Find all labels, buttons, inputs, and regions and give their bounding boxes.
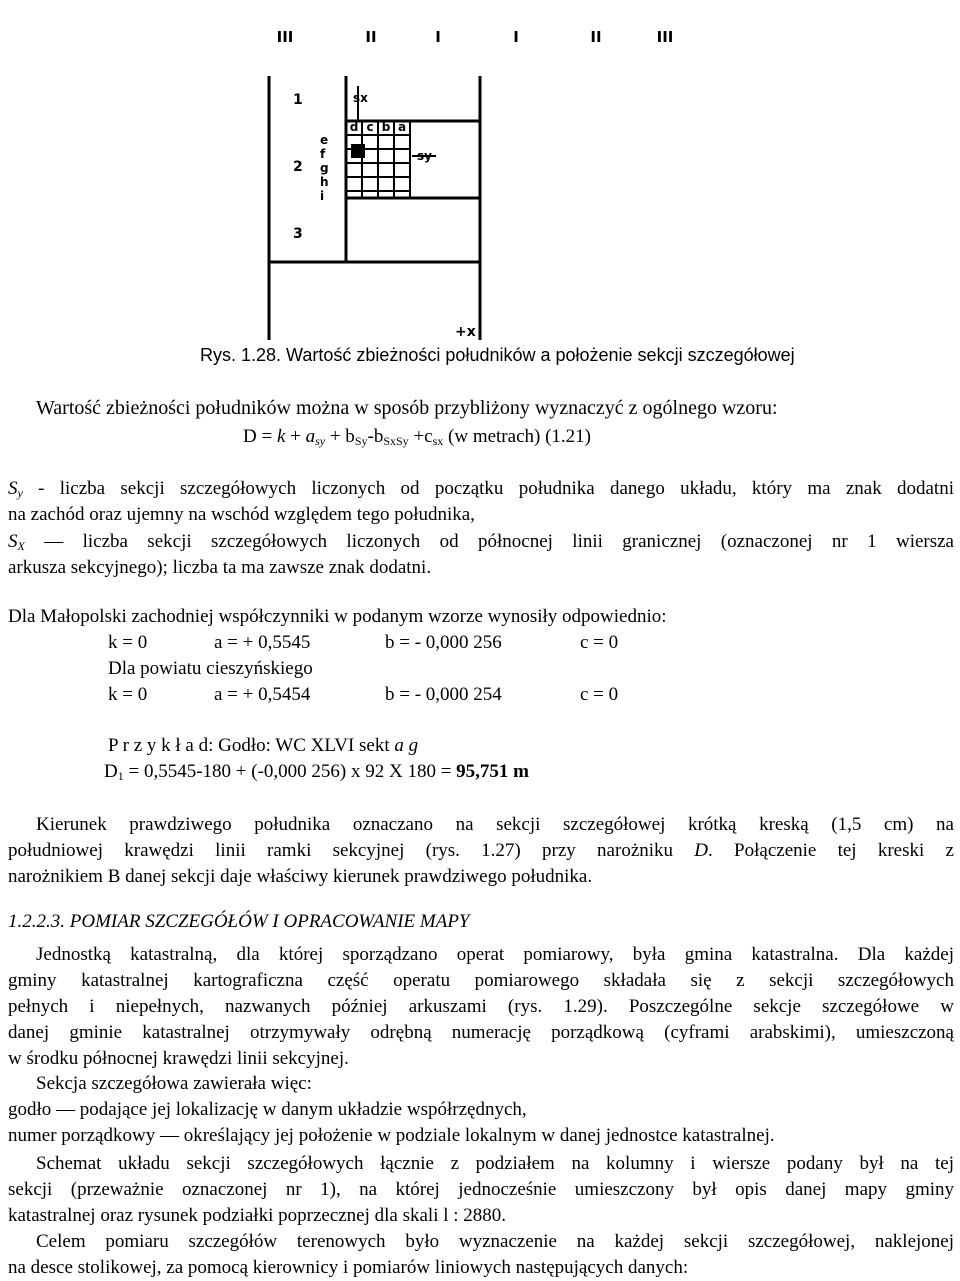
coef-a-1: a = + 0,5545 bbox=[214, 632, 311, 653]
d1-calculation: $D_1 = 0,5545-180 + (-0,000$ 256) x 92 X 180 = 95,751 m bbox=[104, 761, 529, 783]
coef-k-1: k = 0 bbox=[108, 632, 148, 653]
sx-definition: $S_X$ — liczba sekcji szczegółowych liczonych od północnej linii granicznej (oznaczonej nr 1 wiersza arkusza sekcyjnego); liczba ta ma zawsze znak dodatni. bbox=[8, 531, 954, 578]
coef-a-2: a = + 0,5454 bbox=[214, 684, 311, 705]
powiat-label: Dla powiatu cieszyńskiego bbox=[108, 658, 313, 679]
row-label-2: 2 bbox=[293, 159, 303, 175]
coef-b-1: b = - 0,000 256 bbox=[385, 632, 502, 653]
formula-1-21: $D = k + a_{sy} + b_{Sy}-b_{SxSy} +c_{sx}$ (w metrach) (1.21) bbox=[243, 426, 591, 448]
row-label-3: 3 bbox=[293, 226, 303, 242]
coefficients-intro: Dla Małopolski zachodniej współczynniki w podanym wzorze wynosiły odpowiednio: bbox=[8, 606, 667, 627]
col-letter-c: c bbox=[366, 120, 374, 134]
section-heading: 1.2.2.3. POMIAR SZCZEGÓŁÓW I OPRACOWANIE MAPY bbox=[8, 911, 470, 932]
godlo-line: godło — podające jej lokalizację w danym układzie współrzędnych, bbox=[8, 1099, 527, 1120]
top-label-III-left: III bbox=[276, 28, 294, 46]
coef-c-2: c = 0 bbox=[580, 684, 619, 705]
sy-definition: $S_y$ - liczba sekcji szczegółowych liczonych od początku południka danego układu, który ma znak dodatni na zachód oraz ujemny na wschód względem tego południka, bbox=[8, 478, 954, 525]
coef-c-1: c = 0 bbox=[580, 632, 619, 653]
sy-label: sy bbox=[417, 149, 432, 163]
col-letter-b: b bbox=[381, 120, 391, 134]
top-label-III-right: III bbox=[656, 28, 674, 46]
plus-x-label: +x bbox=[455, 324, 476, 340]
paragraph-jednostka: Jednostką katastralną, dla której sporządzano operat pomiarowy, była gmina katastralna. Dla każdej gminy katastralnej kartograficzna część operatu pomiarowego składała się z sekcji szczegółowych pełnych i niepełnych, nazwanych później arkuszami (rys. 1.29). Poszczególne sekcje szczegółowe w danej gminie katastralnej otrzymywały odrębną numerację porządkową (cyframi arabskimi), umieszczoną w środku północnej krawędzi linii sekcyjnej. bbox=[8, 944, 954, 1069]
top-label-I-right: I bbox=[513, 28, 519, 46]
section-grid-figure bbox=[240, 18, 710, 340]
main-grid bbox=[269, 76, 480, 340]
row-letter-e: e bbox=[320, 133, 329, 147]
selected-section bbox=[351, 144, 365, 158]
sx-label: sx bbox=[353, 91, 368, 105]
coef-k-2: k = 0 bbox=[108, 684, 148, 705]
row-label-1: 1 bbox=[293, 92, 303, 108]
paragraph-cel: Celem pomiaru szczegółów terenowych było wyznaczenie na każdej sekcji szczegółowej, naklejonej na desce stolikowej, za pomocą kierownicy i pomiarów liniowych następujących danych: bbox=[8, 1231, 954, 1278]
row-letter-h: h bbox=[320, 175, 329, 189]
paragraph-schemat: Schemat układu sekcji szczegółowych łącznie z podziałem na kolumny i wiersze podany był na tej sekcji (przeważnie oznaczonej nr 1), na której jednocześnie umieszczony był opis danej mapy gminy katastralnej oraz rysunek podziałki poprzecznej dla skali l : 2880. bbox=[8, 1153, 954, 1226]
row-letter-g: g bbox=[320, 161, 329, 175]
top-label-I-left: I bbox=[435, 28, 441, 46]
sekcja-intro: Sekcja szczegółowa zawierała więc: bbox=[36, 1073, 312, 1094]
top-label-II-right: II bbox=[590, 28, 602, 46]
row-letter-f: f bbox=[320, 147, 326, 161]
coef-b-2: b = - 0,000 254 bbox=[385, 684, 502, 705]
example-line: P r z y k ł a d: Godło: WC XLVI sekt a g bbox=[108, 735, 419, 756]
intro-line: Wartość zbieżności południków można w sposób przybliżony wyznaczyć z ogólnego wzoru: bbox=[36, 397, 778, 419]
numer-line: numer porządkowy — określający jej położenie w podziale lokalnym w danej jednostce katastralnej. bbox=[8, 1125, 775, 1146]
row-letter-i: i bbox=[320, 189, 325, 203]
col-letter-a: a bbox=[397, 120, 407, 134]
top-label-II-left: II bbox=[365, 28, 377, 46]
col-letter-d: d bbox=[349, 120, 359, 134]
figure-caption: Rys. 1.28. Wartość zbieżności południków a położenie sekcji szczegółowej bbox=[200, 345, 795, 365]
kierunek-paragraph: Kierunek prawdziwego południka oznaczano na sekcji szczegółowej krótką kreską (1,5 cm) na południowej krawędzi linii ramki sekcyjnej (rys. 1.27) przy narożniku D. Połączenie tej kreski z narożnikiem B danej sekcji daje właściwy kierunek prawdziwego południka. bbox=[8, 814, 954, 887]
